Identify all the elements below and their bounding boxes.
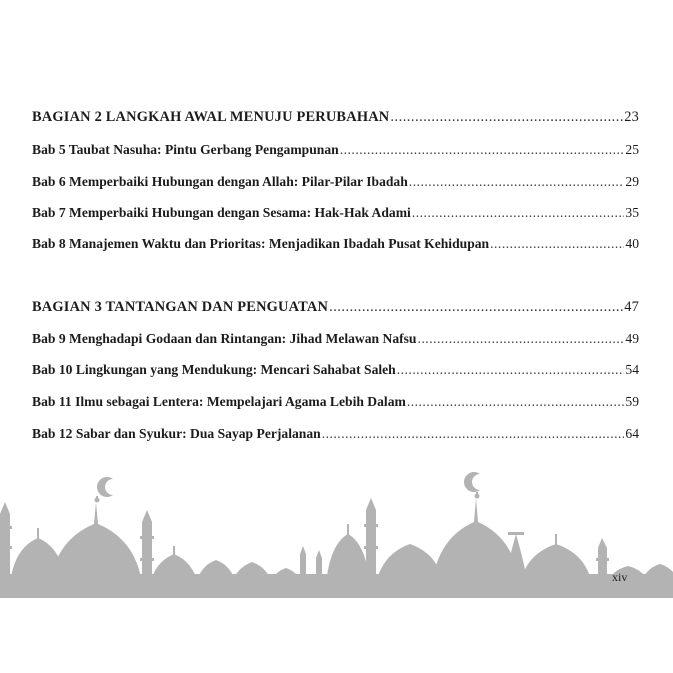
dot-leader (340, 141, 625, 159)
toc-entry-part-2[interactable] (32, 108, 639, 126)
toc-entry-title: BAGIAN 3 TANTANGAN DAN PENGUATAN (32, 299, 329, 315)
main-dome (50, 502, 142, 584)
toc-entry-chapter-11[interactable] (32, 393, 639, 411)
toc-entry-page: 29 (625, 174, 639, 189)
minaret (598, 548, 607, 584)
toc-entry-page: 47 (624, 299, 639, 315)
dome (326, 534, 370, 584)
toc-entry-part-3[interactable] (32, 298, 639, 316)
dot-leader (490, 235, 624, 253)
toc-entry-chapter-6[interactable] (32, 173, 639, 191)
dot-leader (397, 361, 625, 379)
dot-leader (412, 204, 625, 222)
toc-entry-title: Bab 6 Memperbaiki Hubungan dengan Allah: Pilar-Pilar Ibadah (32, 174, 408, 189)
toc-entry-title: BAGIAN 2 LANGKAH AWAL MENUJU PERUBAHAN (32, 109, 390, 125)
toc-entry-title: Bab 7 Memperbaiki Hubungan dengan Sesama: Hak-Hak Adami (32, 205, 411, 220)
toc-entry-page: 23 (624, 109, 639, 125)
toc-entry-title: Bab 5 Taubat Nasuha: Pintu Gerbang Pengampunan (32, 142, 339, 157)
toc-entry-chapter-10[interactable] (32, 361, 639, 379)
dot-leader (418, 330, 625, 348)
toc-entry-title: Bab 10 Lingkungan yang Mendukung: Mencari Sahabat Saleh (32, 362, 396, 377)
toc-entry-title: Bab 8 Manajemen Waktu dan Prioritas: Menjadikan Ibadah Pusat Kehidupan (32, 236, 490, 251)
crescent-moon-icon (464, 472, 480, 492)
dot-leader (329, 298, 623, 316)
dot-leader (407, 393, 625, 411)
toc-entry-page: 59 (625, 394, 639, 409)
toc-entry-page: 64 (625, 426, 639, 441)
toc-entry-chapter-12[interactable] (32, 425, 639, 443)
mosque-skyline-illustration (0, 462, 673, 598)
dome (150, 554, 198, 584)
page-number: xiv (612, 570, 628, 584)
toc-entry-chapter-5[interactable] (32, 141, 639, 159)
dot-leader (409, 173, 625, 191)
dot-leader (322, 425, 625, 443)
toc-entry-page: 40 (625, 236, 639, 251)
toc-entry-page: 54 (625, 362, 639, 377)
toc-entry-page: 49 (625, 331, 639, 346)
minaret (142, 522, 152, 584)
toc-entry-title: Bab 11 Ilmu sebagai Lentera: Mempelajari Agama Lebih Dalam (32, 394, 406, 409)
toc-entry-title: Bab 12 Sabar dan Syukur: Dua Sayap Perjalanan (32, 426, 321, 441)
crescent-moon-icon (97, 477, 113, 497)
toc-entry-chapter-8[interactable] (32, 235, 639, 253)
dome (196, 560, 236, 584)
toc-entry-page: 25 (625, 142, 639, 157)
toc-entry-page: 35 (625, 205, 639, 220)
toc-entry-chapter-7[interactable] (32, 204, 639, 222)
toc-entry-title: Bab 9 Menghadapi Godaan dan Rintangan: Jihad Melawan Nafsu (32, 331, 417, 346)
dome (232, 562, 272, 584)
dot-leader (390, 108, 623, 126)
dome (520, 544, 592, 584)
toc-entry-chapter-9[interactable] (32, 330, 639, 348)
